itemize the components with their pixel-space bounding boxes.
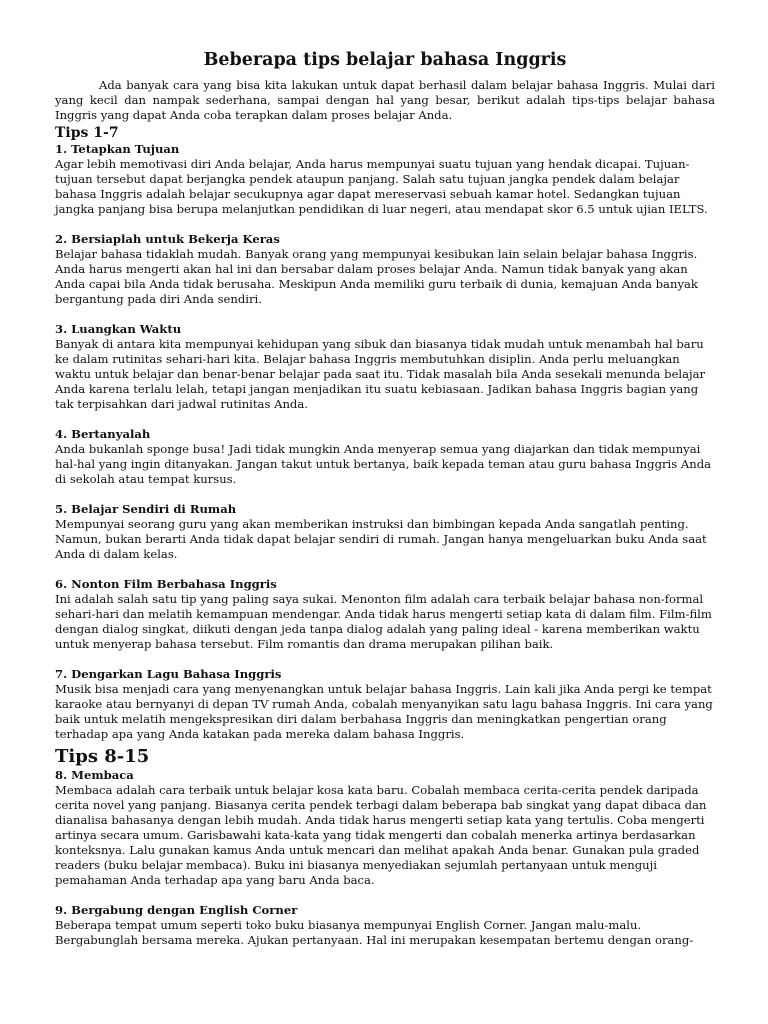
tip-body: Belajar bahasa tidaklah mudah. Banyak orang yang mempunyai kesibukan lain selain belajar bahasa Inggris. Anda harus mengerti akan hal ini dan bersabar dalam proses belajar Anda. Namun tidak banyak yang akan Anda capai bila Anda tidak berusaha. Meskipun Anda memiliki guru terbaik di dunia, kemajuan Anda banyak bergantung pada diri Anda sendiri. — [55, 247, 698, 306]
tip-title: 9. Bergabung dengan English Corner — [55, 903, 298, 917]
section-heading-tips-8-15: Tips 8-15 — [55, 746, 150, 767]
tip-title: 2. Bersiaplah untuk Bekerja Keras — [55, 232, 280, 246]
tip-body: Ini adalah salah satu tip yang paling saya sukai. Menonton film adalah cara terbaik belajar bahasa non-formal sehari-hari dan melatih kemampuan mendengar. Anda tidak harus mengerti setiap kata di dalam film. Film-film dengan dialog singkat, diikuti dengan jeda tanpa dialog adalah yang paling ideal - karena memberikan waktu untuk menyerap bahasa tersebut. Film romantis dan drama merupakan pilihan baik. — [55, 592, 712, 651]
document-title: Beberapa tips belajar bahasa Inggris — [203, 50, 567, 70]
section-heading-tips-1-7: Tips 1-7 — [55, 125, 119, 141]
tip-body: Banyak di antara kita mempunyai kehidupan yang sibuk dan biasanya tidak mudah untuk menambah hal baru ke dalam rutinitas sehari-hari kita. Belajar bahasa Inggris membutuhkan disiplin. Anda perlu meluangkan waktu untuk belajar dan benar-benar belajar pada saat itu. Tidak masalah bila Anda sesekali menunda belajar Anda karena terlalu lelah, tetapi jangan menjadikan itu suatu kebiasaan. Jadikan bahasa Inggris bagian yang tak terpisahkan dari jadwal rutinitas Anda. — [55, 337, 706, 411]
tip-body: Beberapa tempat umum seperti toko buku biasanya mempunyai English Corner. Jangan malu-malu. Bergabunglah bersama mereka. Ajukan pertanyaan. Hal ini merupakan kesempatan bertemu dengan orang- — [55, 918, 694, 947]
tip-body: Anda bukanlah sponge busa! Jadi tidak mungkin Anda menyerap semua yang diajarkan dan tidak mempunyai hal-hal yang ingin ditanyakan. Jangan takut untuk bertanya, baik kepada teman atau guru bahasa Inggris Anda di sekolah atau tempat kursus. — [55, 442, 712, 486]
intro-paragraph: Ada banyak cara yang bisa kita lakukan untuk dapat berhasil dalam belajar bahasa Inggris. Mulai dari yang kecil dan nampak sederhana, sampai dengan hal yang besar, berikut adalah tips-tips belajar bahasa Inggris yang dapat Anda coba terapkan dalam proses belajar Anda. — [55, 78, 715, 122]
tip-title: 1. Tetapkan Tujuan — [55, 142, 180, 156]
tip-body: Mempunyai seorang guru yang akan memberikan instruksi dan bimbingan kepada Anda sangatlah penting. Namun, bukan berarti Anda tidak dapat belajar sendiri di rumah. Jangan hanya mengeluarkan buku Anda saat Anda di dalam kelas. — [55, 517, 707, 561]
tip-body: Membaca adalah cara terbaik untuk belajar kosa kata baru. Cobalah membaca cerita-cerita pendek daripada cerita novel yang panjang. Biasanya cerita pendek terbagi dalam beberapa bab singkat yang dapat dibaca dan dianalisa bahasanya dengan lebih mudah. Anda tidak harus mengerti setiap kata yang tertulis. Coba mengerti artinya secara umum. Garisbawahi kata-kata yang tidak mengerti dan cobalah menerka artinya berdasarkan konteksnya. Lalu gunakan kamus Anda untuk mencari dan melihat apakah Anda benar. Gunakan pula graded readers (buku belajar membaca). Buku ini biasanya menyediakan sejumlah pertanyaan untuk menguji pemahaman Anda terhadap apa yang baru Anda baca. — [55, 783, 707, 887]
tip-title: 8. Membaca — [55, 768, 134, 782]
tip-title: 3. Luangkan Waktu — [55, 322, 182, 336]
tip-body: Agar lebih memotivasi diri Anda belajar, Anda harus mempunyai suatu tujuan yang hendak dicapai. Tujuan-tujuan tersebut dapat berjangka pendek ataupun panjang. Salah satu tujuan jangka pendek dalam belajar bahasa Inggris adalah belajar secukupnya agar dapat mereservasi sebuah kamar hotel. Sedangkan tujuan jangka panjang bisa berupa melanjutkan pendidikan di luar negeri, atau mendapat skor 6.5 untuk ujian IELTS. — [55, 157, 708, 216]
tip-title: 7. Dengarkan Lagu Bahasa Inggris — [55, 667, 282, 681]
tip-title: 5. Belajar Sendiri di Rumah — [55, 502, 237, 516]
tip-body: Musik bisa menjadi cara yang menyenangkan untuk belajar bahasa Inggris. Lain kali jika Anda pergi ke tempat karaoke atau bernyanyi di depan TV rumah Anda, cobalah menyanyikan satu lagu bahasa Inggris. Ini cara yang baik untuk melatih mengekspresikan diri dalam berbahasa Inggris dan meningkatkan pengertian orang terhadap apa yang Anda katakan pada mereka dalam bahasa Inggris. — [55, 682, 713, 741]
tip-title: 6. Nonton Film Berbahasa Inggris — [55, 577, 277, 591]
tip-title: 4. Bertanyalah — [55, 427, 151, 441]
